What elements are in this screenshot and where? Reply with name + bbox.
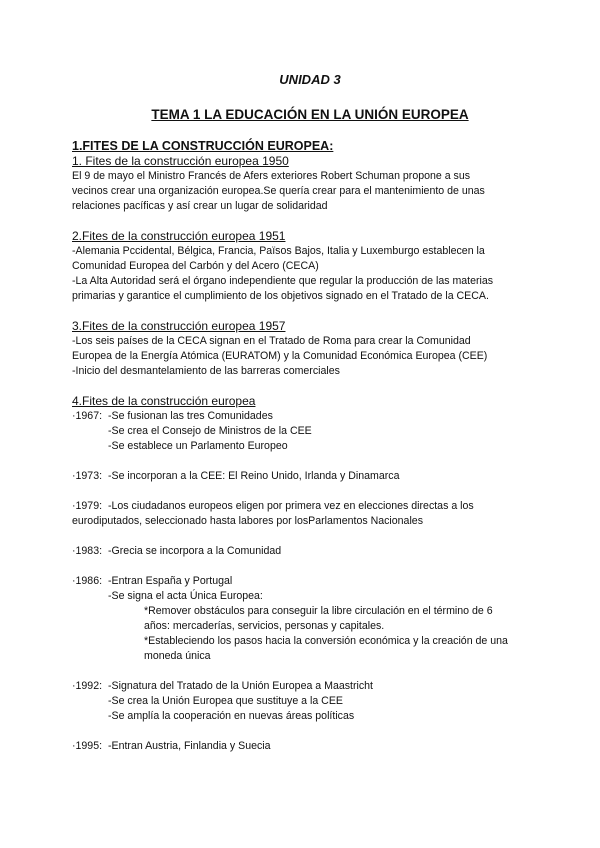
- timeline-entry-1973: [72, 469, 542, 484]
- section-3-line: -Los seis países de la CECA signan en el Tratado de Roma para crear la Comunidad: [72, 335, 471, 347]
- section-4-title: 4.Fites de la construcción europea: [72, 394, 256, 408]
- timeline-year: ·1979:: [72, 500, 103, 512]
- timeline-entry-1983: [72, 544, 542, 559]
- timeline-year: ·1967:: [72, 410, 103, 422]
- timeline-year: ·1986:: [72, 575, 103, 587]
- timeline-subtext: *Remover obstáculos para conseguir la libre circulación en el término de 6: [144, 605, 493, 617]
- section-2-line: -La Alta Autoridad será el órgano independiente que regular la producción de las materias: [72, 275, 494, 287]
- section-1-line: vecinos crear una organización europea.Se quería crear para el mantenimiento de unas: [72, 185, 485, 197]
- timeline-subtext: moneda única: [144, 650, 211, 662]
- section-2-title: 2.Fites de la construcción europea 1951: [72, 229, 286, 243]
- timeline-subtext: años: mercaderías, servicios, personas y capitales.: [144, 620, 385, 632]
- timeline-entry-1986: [72, 574, 542, 589]
- section-1-line: relaciones pacíficas y así crear un lugar de solidaridad: [72, 200, 328, 212]
- timeline-text: -Se crea la Unión Europea que sustituye a la CEE: [108, 695, 343, 707]
- unit-title: UNIDAD 3: [279, 72, 341, 87]
- section-1-line: El 9 de mayo el Ministro Francés de Afers exteriores Robert Schuman propone a sus: [72, 170, 471, 182]
- timeline-year: ·1973:: [72, 470, 103, 482]
- timeline-year: ·1995:: [72, 740, 103, 752]
- timeline-entry-1979: [72, 499, 542, 514]
- section-3-title: 3.Fites de la construcción europea 1957: [72, 319, 286, 333]
- timeline-year: ·1992:: [72, 680, 103, 692]
- timeline-text: -Se establece un Parlamento Europeo: [108, 440, 288, 452]
- timeline-text: -Entran España y Portugal: [108, 575, 233, 587]
- section-2-line: -Alemania Pccidental, Bélgica, Francia, Països Bajos, Italia y Luxemburgo establecen la: [72, 245, 485, 257]
- timeline-text: -Se crea el Consejo de Ministros de la CEE: [108, 425, 312, 437]
- timeline-text: eurodiputados, seleccionado hasta labores por losParlamentos Nacionales: [72, 515, 423, 527]
- timeline-text: -Los ciudadanos europeos eligen por primera vez en elecciones directas a los: [108, 500, 474, 512]
- main-heading: 1.FITES DE LA CONSTRUCCIÓN EUROPEA:: [72, 139, 334, 153]
- timeline-text: -Se fusionan las tres Comunidades: [108, 410, 273, 422]
- timeline-text: -Se incorporan a la CEE: El Reino Unido, Irlanda y Dinamarca: [108, 470, 400, 482]
- timeline-text: -Entran Austria, Finlandia y Suecia: [108, 740, 271, 752]
- timeline-year: ·1983:: [72, 545, 103, 557]
- tema-title: TEMA 1 LA EDUCACIÓN EN LA UNIÓN EUROPEA: [151, 107, 469, 122]
- section-3-line: Europea de la Energía Atómica (EURATOM) y la Comunidad Económica Europea (CEE): [72, 350, 488, 362]
- timeline-entry-1992: [72, 679, 542, 694]
- timeline-text: -Se signa el acta Única Europea:: [108, 590, 263, 602]
- document-body: [72, 138, 542, 754]
- section-2-line: Comunidad Europea del Carbón y del Acero (CECA): [72, 260, 319, 272]
- section-1-title: 1. Fites de la construcción europea 1950: [72, 154, 289, 168]
- timeline-subtext: *Estableciendo los pasos hacia la conversión económica y la creación de una: [144, 635, 508, 647]
- section-2-line: primarias y garantice el cumplimiento de los objetivos signado en el Tratado de la CECA.: [72, 290, 489, 302]
- timeline-text: -Grecia se incorpora a la Comunidad: [108, 545, 282, 557]
- section-3-line: -Inicio del desmantelamiento de las barreras comerciales: [72, 365, 340, 377]
- timeline-text: -Se amplía la cooperación en nuevas áreas políticas: [108, 710, 355, 722]
- timeline-entry-1967: [72, 409, 542, 424]
- timeline-entry-1995: [72, 739, 542, 754]
- timeline-text: -Signatura del Tratado de la Unión Europea a Maastricht: [108, 680, 373, 692]
